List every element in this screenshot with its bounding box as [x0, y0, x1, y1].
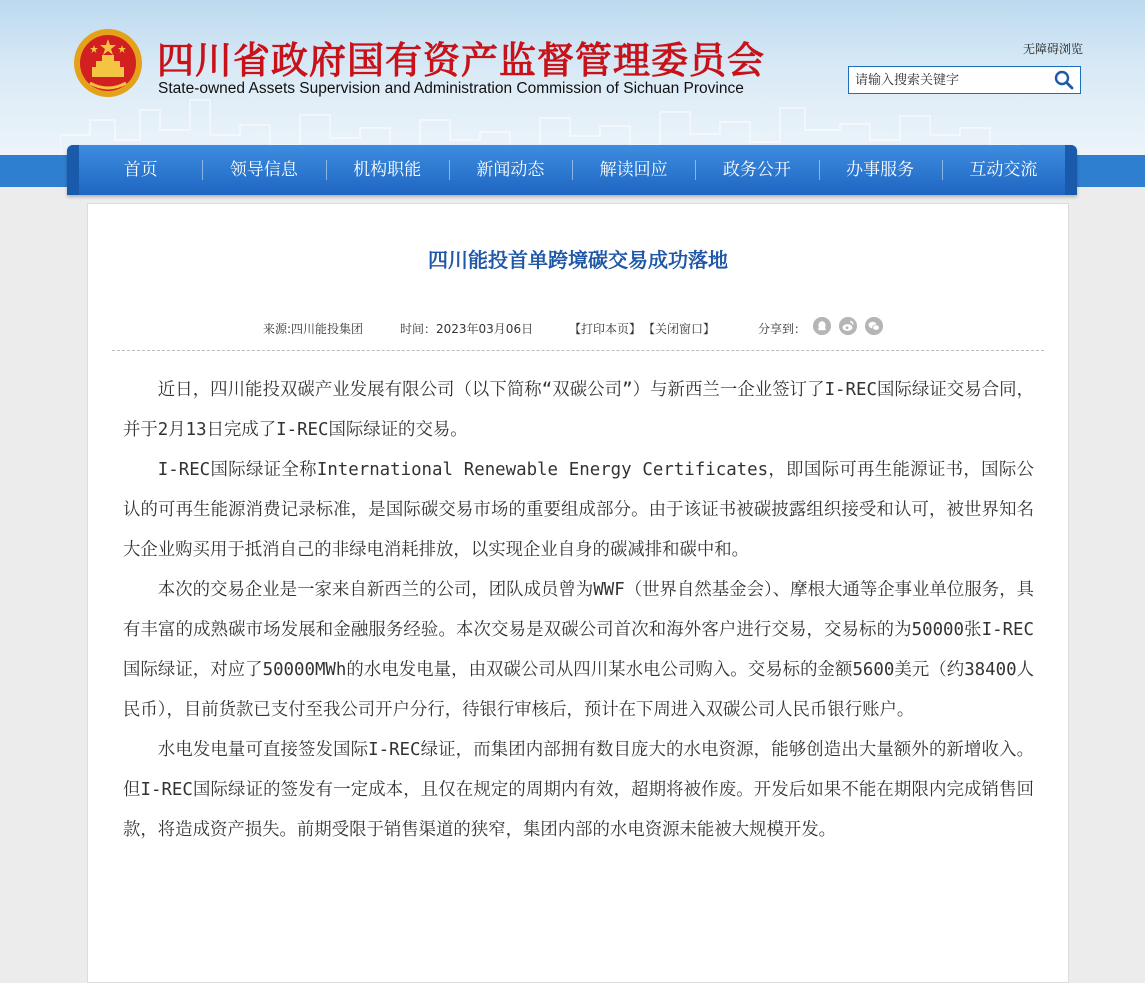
nav-item-functions[interactable]: 机构职能	[326, 145, 449, 195]
nav-item-news[interactable]: 新闻动态	[449, 145, 572, 195]
article-meta	[88, 314, 1068, 338]
article-time: 时间：2023年03月06日	[400, 322, 534, 336]
article-title: 四川能投首单跨境碳交易成功落地	[428, 248, 728, 272]
article-paragraph: 本次的交易企业是一家来自新西兰的公司，团队成员曾为WWF（世界自然基金会）、摩根大通等企事业单位服务，具有丰富的成熟碳市场发展和金融服务经验。本次交易是双碳公司首次和海外客户进行交易，交易标的为50000张I-REC国际绿证，对应了50000MWh的水电发电量，由双碳公司从四川某水电公司购入。交易标的金额5600美元（约38400人民币），目前货款已支付至我公司开户分行，待银行审核后，预计在下周进入双碳公司人民币银行账户。	[123, 580, 1034, 720]
nav-item-leaders[interactable]: 领导信息	[202, 145, 325, 195]
search-box	[848, 66, 1081, 94]
national-emblem-icon	[72, 27, 144, 99]
site-title-cn: 四川省政府国有资产监督管理委员会	[157, 39, 765, 82]
search-icon[interactable]	[1054, 70, 1074, 90]
meta-divider	[112, 350, 1044, 351]
nav-item-interpretation[interactable]: 解读回应	[572, 145, 695, 195]
share-label: 分享到：	[758, 322, 807, 336]
weibo-icon[interactable]	[839, 317, 857, 335]
article-paragraph: 近日，四川能投双碳产业发展有限公司（以下简称“双碳公司”）与新西兰一企业签订了I-REC国际绿证交易合同，并于2月13日完成了I-REC国际绿证的交易。	[123, 380, 1034, 440]
site-header	[0, 0, 1145, 155]
wechat-icon[interactable]	[865, 317, 883, 335]
print-page-link[interactable]: 【打印本页】	[569, 322, 642, 336]
article-paragraph: I-REC国际绿证全称International Renewable Energy Certificates，即国际可再生能源证书，国际公认的可再生能源消费记录标准，是国际碳交易市场的重要组成部分。由于该证书被碳披露组织接受和认可，被世界知名大企业购买用于抵消自己的非绿电消耗排放，以实现企业自身的碳减排和碳中和。	[123, 460, 1034, 560]
qq-icon[interactable]	[813, 317, 831, 335]
main-nav	[67, 145, 1077, 195]
article-source: 来源:四川能投集团	[263, 322, 364, 336]
nav-item-gov-affairs[interactable]: 政务公开	[695, 145, 818, 195]
nav-item-interaction[interactable]: 互动交流	[942, 145, 1065, 195]
article-body	[123, 370, 1034, 850]
site-title-en: State-owned Assets Supervision and Administration Commission of Sichuan Province	[158, 80, 744, 97]
nav-item-home[interactable]: 首页	[123, 160, 158, 180]
article-paragraph: 水电发电量可直接签发国际I-REC绿证，而集团内部拥有数目庞大的水电资源，能够创造出大量额外的新增收入。但I-REC国际绿证的签发有一定成本，且仅在规定的周期内有效，超期将被作废。开发后如果不能在期限内完成销售回款，将造成资产损失。前期受限于销售渠道的狭窄，集团内部的水电资源未能被大规模开发。	[123, 740, 1034, 840]
accessibility-link[interactable]: 无障碍浏览	[1022, 42, 1083, 56]
search-input[interactable]	[849, 67, 1050, 93]
article-container	[87, 203, 1069, 983]
close-window-link[interactable]: 【关闭窗口】	[643, 322, 716, 336]
nav-item-services[interactable]: 办事服务	[819, 145, 942, 195]
